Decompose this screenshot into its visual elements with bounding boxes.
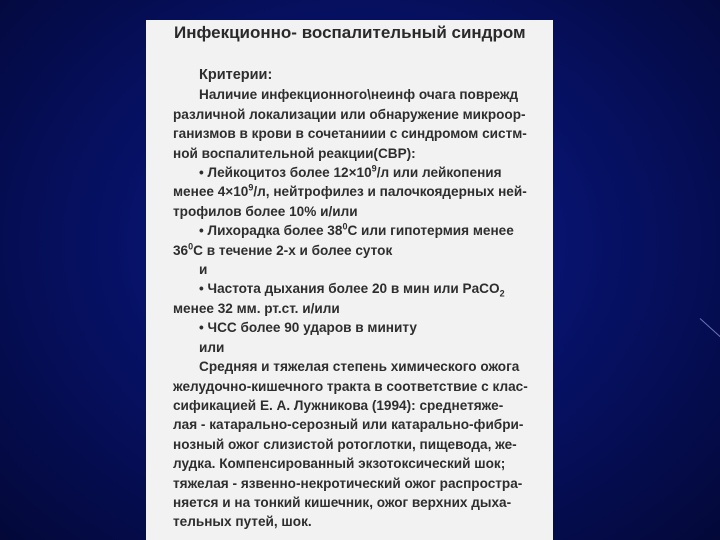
text-line: различной локализации или обнаружение микроор- (173, 106, 526, 122)
burn-line: нозный ожог слизистой ротоглотки, пищевода, же- (173, 436, 517, 452)
text-line: Наличие инфекционного\неинф очага поврежд (199, 87, 519, 103)
burn-line: лудка. Компенсированный экзотоксический шок; (173, 456, 506, 472)
burn-line: лая - катарально-серозный или катарально-фибри- (173, 417, 524, 433)
burn-line: няется и на тонкий кишечник, ожог верхних дыха- (173, 494, 512, 510)
conjunction-or: или (199, 339, 225, 355)
burn-line: сификацией Е. А. Лужникова (1994): среднетяже- (173, 397, 504, 413)
text-line: ганизмов в крови в сочетаниии с синдромом систм- (173, 126, 527, 142)
document-body (173, 66, 539, 532)
criterion-fever-cont: $36^0С$ в течение 2-х и более суток (173, 241, 393, 258)
burn-line: желудочно-кишечного тракта в соответствие с клас- (173, 378, 528, 394)
decorative-line (700, 318, 720, 339)
criterion-fever: • Лихорадка более $38^0С$ или гипотермия менее (199, 221, 514, 239)
document-title: Инфекционно- воспалительный синдром (174, 23, 526, 42)
criterion-leukocytosis-end: трофилов более 10% и/или (173, 203, 358, 219)
document-page (146, 20, 553, 540)
criterion-leukocytosis-cont: менее $4\times 10^9/л$, нейтрофилез и палочкоядерных ней- (173, 182, 527, 200)
criterion-respiration-cont: менее 32 мм. рт.ст. и/или (173, 300, 340, 316)
criterion-heart-rate: • ЧСС более 90 ударов в миниту (199, 320, 417, 336)
criterion-respiration: • Частота дыхания более 20 в мин или PaCO$_2$ (199, 281, 505, 300)
conjunction-and: и (199, 262, 208, 278)
burn-line: Средняя и тяжелая степень химического ожога (199, 359, 520, 375)
text-line: ной воспалительной реакции(СВР): (173, 145, 416, 161)
burn-line: тельных путей, шок. (173, 514, 312, 530)
criteria-heading: Критерии: (199, 67, 273, 83)
criterion-leukocytosis: • Лейкоцитоз более $12\times 10^9/л$ или лейкопения (199, 163, 502, 181)
burn-line: тяжелая - язвенно-некротический ожог распростра- (173, 475, 523, 491)
